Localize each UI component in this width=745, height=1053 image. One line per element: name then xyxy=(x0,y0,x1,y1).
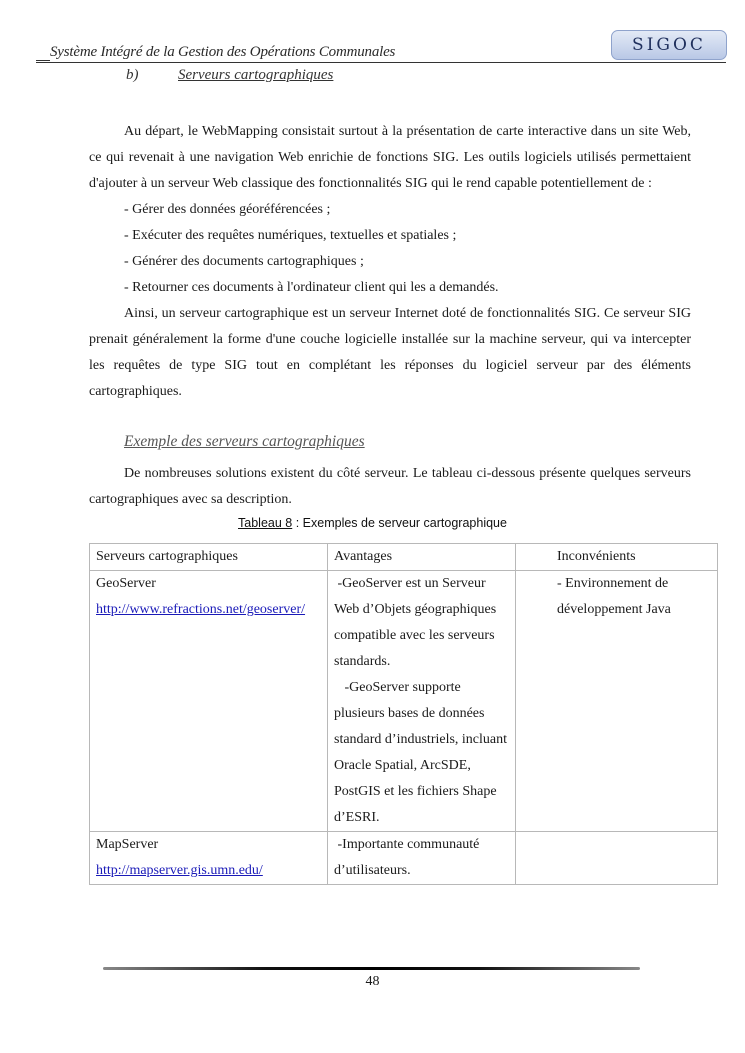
table-caption xyxy=(0,516,745,530)
example-paragraph-text: De nombreuses solutions existent du côté serveur. Le tableau ci-dessous présente quelques serveurs cartographiques avec sa description. xyxy=(89,466,691,507)
section-heading xyxy=(126,67,333,84)
example-heading: Exemple des serveurs cartographiques xyxy=(124,433,365,450)
header-rule-accent xyxy=(36,60,50,61)
document-header-title: Système Intégré de la Gestion des Opérations Communales xyxy=(50,44,396,60)
server-cell xyxy=(90,832,328,885)
server-link[interactable]: http://www.refractions.net/geoserver/ xyxy=(96,602,306,617)
advantages-cell xyxy=(328,571,516,832)
servers-table xyxy=(89,543,718,885)
capability-item: - Générer des documents cartographiques ; xyxy=(124,254,364,269)
table-caption-text: : Exemples de serveur cartographique xyxy=(292,516,507,530)
server-name: GeoServer xyxy=(96,576,156,591)
capability-item: - Gérer des données géoréférencées ; xyxy=(124,202,331,217)
header-cell: Serveurs cartographiques xyxy=(90,544,328,571)
definition-paragraph: Ainsi, un serveur cartographique est un serveur Internet doté de fonctionnalités SIG. Ce serveur SIG prenait généralement la forme d'une couche logicielle installée sur la machine serveur, qui va intercepter les requêtes de type SIG tout en complétant les réponses du logiciel serveur par des éléments cartographiques. xyxy=(89,306,691,399)
advantage-text: -GeoServer supporte plusieurs bases de données standard d’industriels, incluant Oracle Spatial, ArcSDE, PostGIS et les fichiers Shape d’ESRI. xyxy=(334,680,511,825)
section-number: b) xyxy=(126,67,139,83)
header-cell: Inconvénients xyxy=(516,544,718,571)
intro-paragraph: Au départ, le WebMapping consistait surtout à la présentation de carte interactive dans un site Web, ce qui revenait à une navigation Web enrichie de fonctions SIG. Les outils logiciels utilisés permettaient d'ajouter à un serveur Web classique des fonctionnalités SIG qui le rend capable potentiellement de : xyxy=(89,124,691,191)
server-link[interactable]: http://mapserver.gis.umn.edu/ xyxy=(96,863,263,878)
table-caption-label: Tableau 8 xyxy=(238,516,293,530)
server-name: MapServer xyxy=(96,837,159,852)
header-cell: Avantages xyxy=(328,544,516,571)
table-header-row xyxy=(90,544,718,571)
page-number: 48 xyxy=(365,974,380,989)
server-cell xyxy=(90,571,328,832)
footer-rule xyxy=(103,967,640,970)
header-rule xyxy=(36,62,726,63)
example-paragraph xyxy=(89,461,691,513)
capability-item: - Retourner ces documents à l'ordinateur client qui les a demandés. xyxy=(124,280,499,295)
section-title: Serveurs cartographiques xyxy=(178,67,334,83)
advantages-cell xyxy=(328,832,516,885)
advantage-text: -Importante communauté d’utilisateurs. xyxy=(334,837,483,878)
disadvantage-cell xyxy=(516,832,718,885)
capability-item: - Exécuter des requêtes numériques, textuelles et spatiales ; xyxy=(124,228,457,243)
table-row xyxy=(90,571,718,832)
sigoc-logo: SIGOC xyxy=(611,30,727,60)
main-text-block xyxy=(89,119,691,405)
table-row xyxy=(90,832,718,885)
advantage-text: -GeoServer est un Serveur Web d’Objets géographiques compatible avec les serveurs standards. xyxy=(334,576,500,669)
disadvantage-cell: - Environnement de développement Java xyxy=(516,571,718,832)
